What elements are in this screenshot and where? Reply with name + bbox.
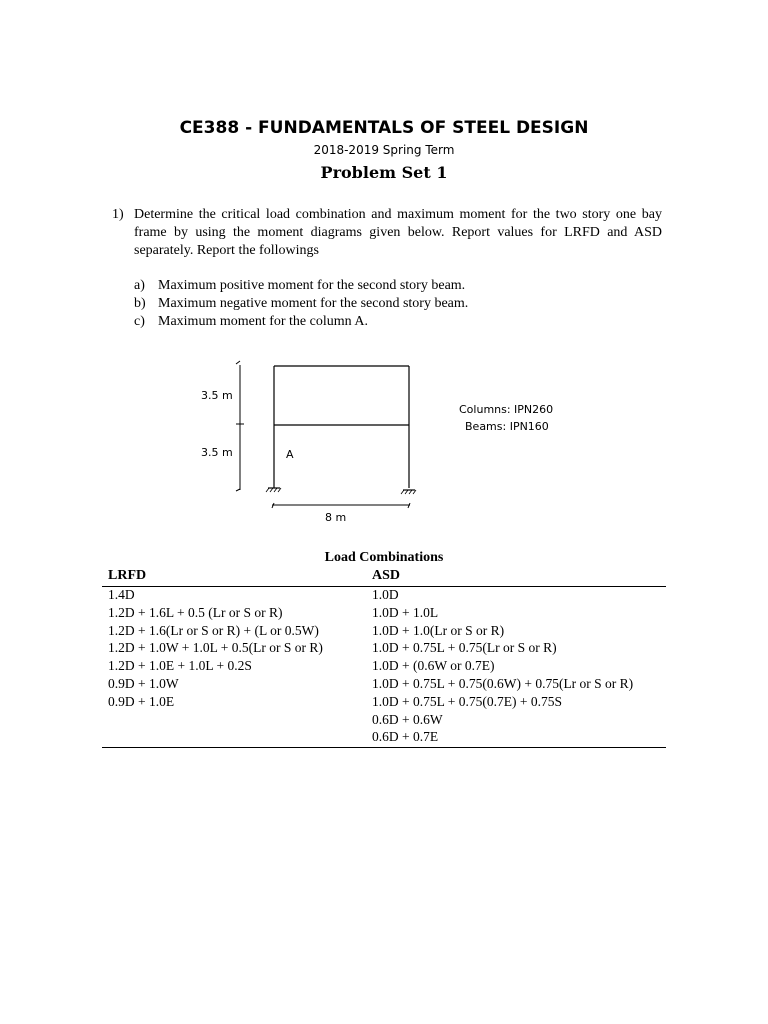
question-number: 1) — [112, 207, 124, 222]
asd-header: ASD — [372, 568, 401, 583]
asd-row: 1.0D + 0.75L + 0.75(0.6W) + 0.75(Lr or S or R) — [372, 675, 634, 691]
item-label: c) — [134, 314, 145, 329]
asd-row: 1.0D + 1.0(Lr or S or R) — [372, 622, 505, 638]
lrfd-header: LRFD — [108, 568, 147, 583]
question-text: Determine the critical load combination and maximum moment for the two story one bay frame by using the moment diagrams given below. Report values for LRFD and ASD separately. Report the followings — [134, 207, 662, 258]
item-text: Maximum negative moment for the second story beam. — [158, 296, 469, 311]
lrfd-row: 1.2D + 1.6(Lr or S or R) + (L or 0.5W) — [108, 622, 319, 638]
item-label: a) — [134, 278, 145, 293]
asd-row: 1.0D + 0.75L + 0.75(0.7E) + 0.75S — [372, 693, 562, 709]
asd-row: 1.0D + (0.6W or 0.7E) — [372, 658, 495, 674]
lrfd-row: 0.9D + 1.0W — [108, 675, 179, 691]
bottom-story-height: 3.5 m — [201, 446, 233, 459]
asd-row: 1.0D — [372, 587, 399, 602]
item-text: Maximum positive moment for the second story beam. — [158, 278, 466, 293]
lrfd-row: 1.2D + 1.6L + 0.5 (Lr or S or R) — [108, 604, 283, 620]
columns-section-label: Columns: IPN260 — [459, 403, 554, 416]
asd-row: 1.0D + 1.0L — [372, 604, 439, 620]
top-story-height: 3.5 m — [201, 389, 233, 402]
asd-row: 0.6D + 0.6W — [372, 711, 443, 727]
dimension-tick-bottom — [236, 489, 240, 491]
dimension-tick-top — [236, 361, 240, 364]
asd-row: 1.0D + 0.75L + 0.75(Lr or S or R) — [372, 640, 557, 656]
problem-set-title: Problem Set 1 — [320, 163, 448, 182]
lrfd-row: 1.2D + 1.0W + 1.0L + 0.5(Lr or S or R) — [108, 640, 323, 656]
table-bottom-rule — [102, 747, 666, 748]
asd-column — [372, 586, 633, 746]
asd-row: 0.6D + 0.7E — [372, 729, 439, 745]
lrfd-row: 0.9D + 1.0E — [108, 693, 175, 709]
term-subtitle: 2018-2019 Spring Term — [313, 143, 455, 157]
lrfd-row: 1.4D — [108, 587, 135, 602]
load-combinations-title: Load Combinations — [324, 550, 444, 565]
item-label: b) — [134, 296, 146, 311]
bay-width-label: 8 m — [325, 511, 347, 524]
course-title: CE388 - FUNDAMENTALS OF STEEL DESIGN — [179, 118, 589, 138]
column-a-label: A — [286, 448, 294, 461]
lrfd-row: 1.2D + 1.0E + 1.0L + 0.2S — [108, 658, 252, 674]
item-text: Maximum moment for the column A. — [158, 314, 368, 329]
lrfd-column — [108, 586, 323, 711]
beams-section-label: Beams: IPN160 — [465, 420, 549, 433]
